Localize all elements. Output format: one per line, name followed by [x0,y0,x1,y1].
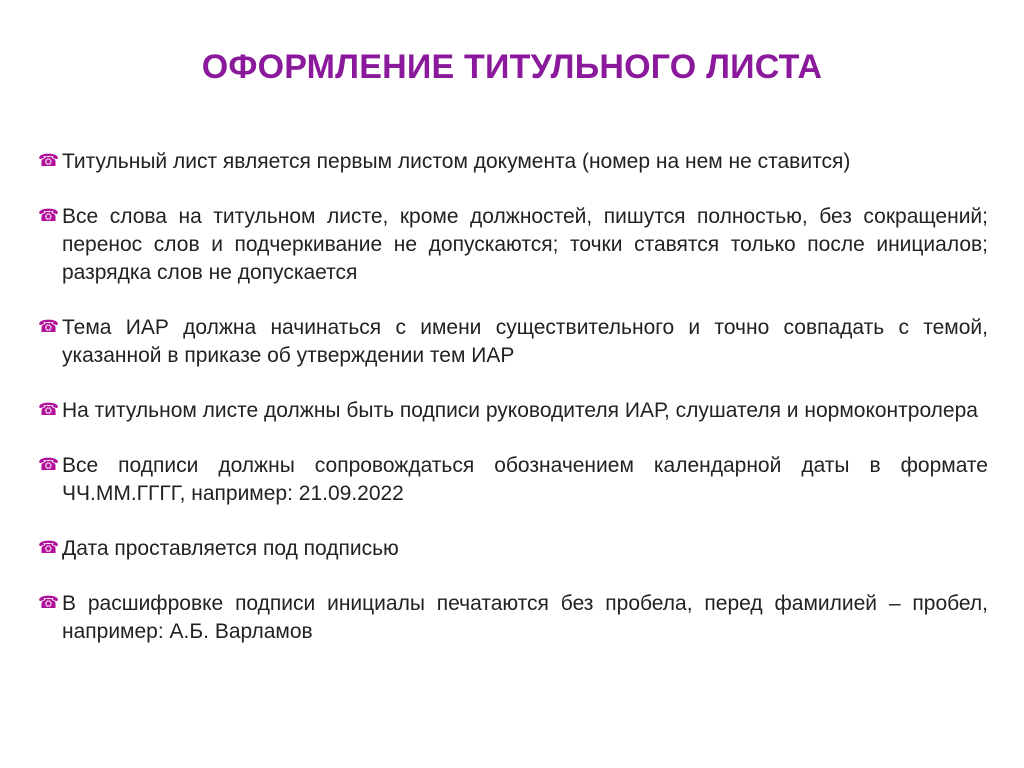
telephone-icon: ☎ [38,317,60,336]
list-item-text: Тема ИАР должна начинаться с имени существительного и точно совпадать с темой, указанной в приказе об утверждении тем ИАР [62,316,988,367]
telephone-icon: ☎ [38,206,60,225]
list-item [38,535,988,563]
telephone-icon: ☎ [38,400,60,419]
list-item-text: Титульный лист является первым листом документа (номер на нем не ставится) [62,150,851,173]
list-item [38,148,988,176]
telephone-icon: ☎ [38,593,60,612]
telephone-icon: ☎ [38,538,60,557]
telephone-icon: ☎ [38,455,60,474]
list-item [38,590,988,646]
list-item [38,203,988,287]
list-item-text: На титульном листе должны быть подписи руководителя ИАР, слушателя и нормоконтролера [62,399,978,422]
list-item [38,452,988,508]
list-item [38,314,988,370]
list-item-text: Все подписи должны сопровождаться обозначением календарной даты в формате ЧЧ.ММ.ГГГГ, например: 21.09.2022 [62,454,988,505]
list-item-text: В расшифровке подписи инициалы печатаются без пробела, перед фамилией – пробел, например: А.Б. Варламов [62,592,988,643]
telephone-icon: ☎ [38,151,60,170]
list-item [38,397,988,425]
list-item-text: Все слова на титульном листе, кроме должностей, пишутся полностью, без сокращений; перенос слов и подчеркивание не допускаются; точки ставятся только после инициалов; разрядка слов не допускается [62,205,988,284]
list-item-text: Дата проставляется под подписью [62,537,399,560]
bullet-list [38,148,988,673]
slide-title: ОФОРМЛЕНИЕ ТИТУЛЬНОГО ЛИСТА [201,48,823,86]
